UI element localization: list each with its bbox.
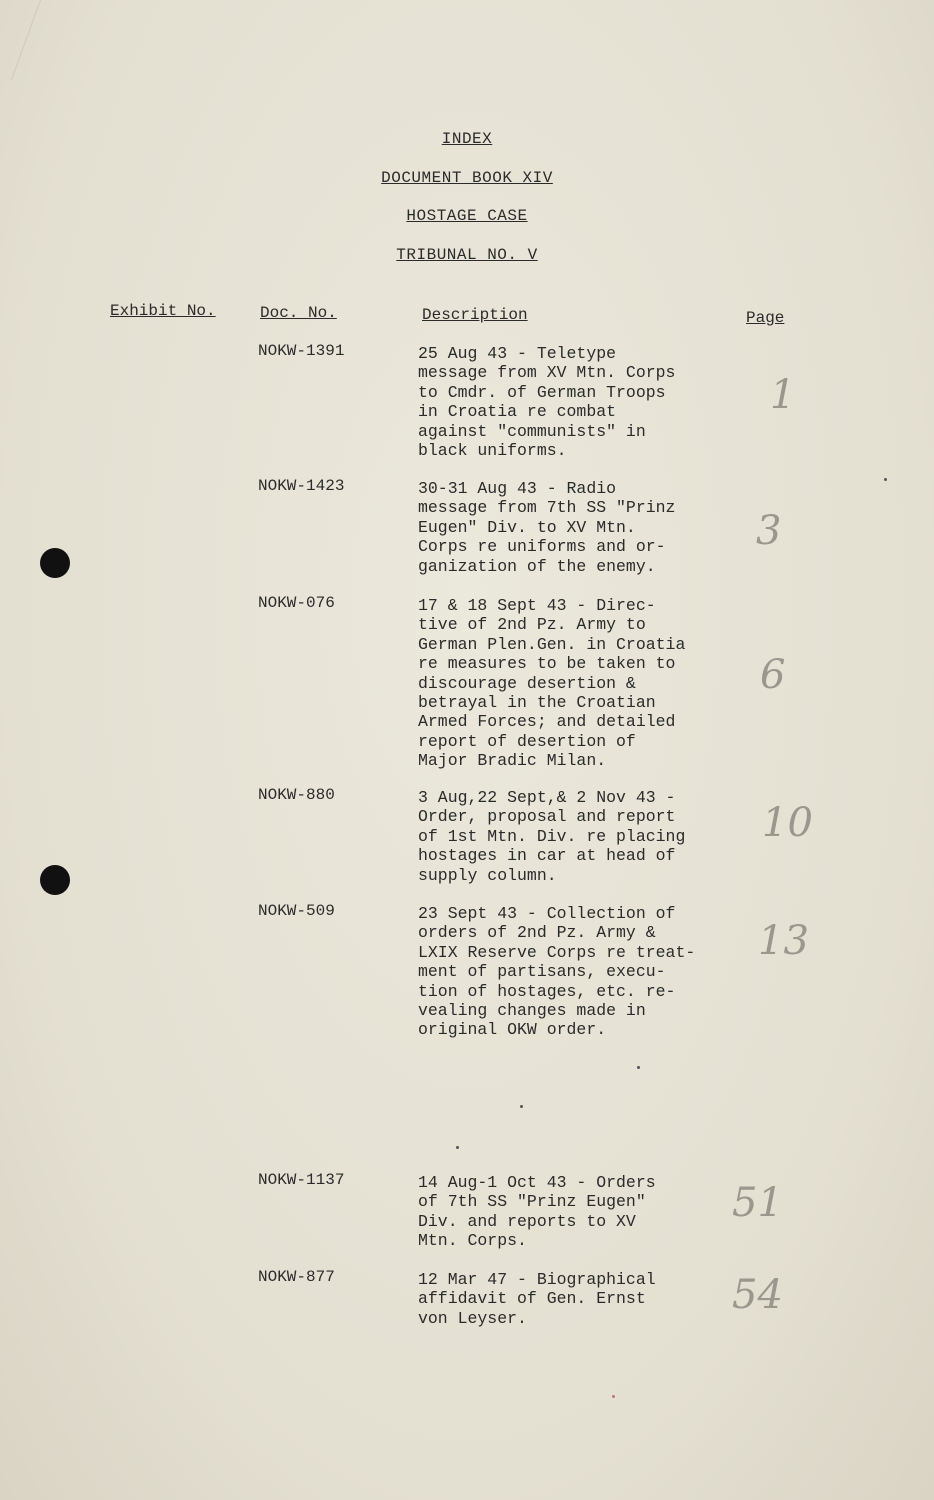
paper-speck — [456, 1146, 459, 1149]
description-line: betrayal in the Croatian — [418, 693, 656, 713]
entry-description — [418, 788, 758, 885]
description-line: Order, proposal and report — [418, 807, 676, 827]
doc-number: NOKW-880 — [258, 786, 335, 804]
description-column-header: Description — [422, 306, 528, 324]
description-line: 25 Aug 43 - Teletype — [418, 344, 617, 363]
description-line: message from XV Mtn. Corps — [418, 363, 676, 383]
entry-description — [418, 904, 758, 1040]
description-line: supply column. — [418, 865, 557, 885]
description-line: 12 Mar 47 - Biographical — [418, 1270, 656, 1289]
index-title: INDEX — [441, 130, 493, 148]
page-column-header: Page — [746, 309, 785, 327]
doc-number: NOKW-877 — [258, 1268, 335, 1286]
doc-number: NOKW-076 — [258, 594, 335, 612]
description-line: Major Bradic Milan. — [418, 751, 607, 771]
description-line: discourage desertion & — [418, 673, 636, 693]
description-line: 3 Aug,22 Sept,& 2 Nov 43 - — [418, 788, 676, 807]
description-line: report of desertion of — [418, 731, 636, 751]
punch-hole — [40, 865, 70, 895]
description-line: original OKW order. — [418, 1020, 607, 1040]
description-line: message from 7th SS "Prinz — [418, 498, 676, 518]
description-line: black uniforms. — [418, 441, 567, 461]
description-line: against "communists" in — [418, 421, 646, 441]
doc-column-header: Doc. No. — [260, 304, 337, 322]
paper-speck — [520, 1105, 523, 1108]
doc-number: NOKW-1391 — [258, 342, 345, 360]
page-number: 10 — [762, 800, 813, 846]
description-line: affidavit of Gen. Ernst — [418, 1289, 646, 1309]
entry-description — [418, 596, 758, 771]
page-number: 54 — [732, 1272, 783, 1318]
description-line: orders of 2nd Pz. Army & — [418, 923, 656, 943]
description-line: 17 & 18 Sept 43 - Direc- — [418, 596, 656, 615]
description-line: tion of hostages, etc. re- — [418, 981, 676, 1001]
exhibit-column-header: Exhibit No. — [110, 302, 216, 320]
page-number: 1 — [770, 372, 796, 418]
page-number: 13 — [758, 918, 809, 964]
paper-speck — [612, 1395, 615, 1398]
doc-number: NOKW-1137 — [258, 1171, 345, 1189]
entry-description — [418, 479, 758, 576]
description-line: Eugen" Div. to XV Mtn. — [418, 517, 636, 537]
entry-description — [418, 1270, 758, 1328]
page-number: 3 — [756, 508, 782, 554]
description-line: to Cmdr. of German Troops — [418, 382, 666, 402]
description-line: 30-31 Aug 43 - Radio — [418, 479, 617, 498]
entry-description — [418, 1173, 758, 1251]
description-line: hostages in car at head of — [418, 846, 676, 866]
doc-number: NOKW-1423 — [258, 477, 345, 495]
description-line: re measures to be taken to — [418, 654, 676, 674]
description-line: 23 Sept 43 - Collection of — [418, 904, 676, 923]
description-line: tive of 2nd Pz. Army to — [418, 615, 646, 635]
description-line: ment of partisans, execu- — [418, 962, 666, 982]
description-line: of 1st Mtn. Div. re placing — [418, 826, 686, 846]
description-line: 14 Aug-1 Oct 43 - Orders — [418, 1173, 656, 1192]
description-line: Mtn. Corps. — [418, 1231, 527, 1251]
paper-speck — [637, 1066, 640, 1069]
description-line: ganization of the enemy. — [418, 556, 656, 576]
description-line: of 7th SS "Prinz Eugen" — [418, 1192, 646, 1212]
description-line: Armed Forces; and detailed — [418, 712, 676, 732]
page-number: 51 — [732, 1180, 783, 1226]
description-line: Corps re uniforms and or- — [418, 537, 666, 557]
description-line: Div. and reports to XV — [418, 1211, 636, 1231]
punch-hole — [40, 548, 70, 578]
description-line: LXIX Reserve Corps re treat- — [418, 942, 696, 962]
paper-speck — [884, 478, 887, 481]
description-line: in Croatia re combat — [418, 402, 617, 422]
doc-number: NOKW-509 — [258, 902, 335, 920]
description-line: von Leyser. — [418, 1308, 527, 1328]
document-book-title: DOCUMENT BOOK XIV — [381, 169, 553, 187]
entry-description — [418, 344, 758, 460]
paper-fold — [0, 0, 41, 80]
case-title: HOSTAGE CASE — [406, 207, 528, 225]
page-number: 6 — [760, 652, 786, 698]
description-line: German Plen.Gen. in Croatia — [418, 634, 686, 654]
tribunal-title: TRIBUNAL NO. V — [396, 246, 538, 264]
description-line: vealing changes made in — [418, 1001, 646, 1021]
